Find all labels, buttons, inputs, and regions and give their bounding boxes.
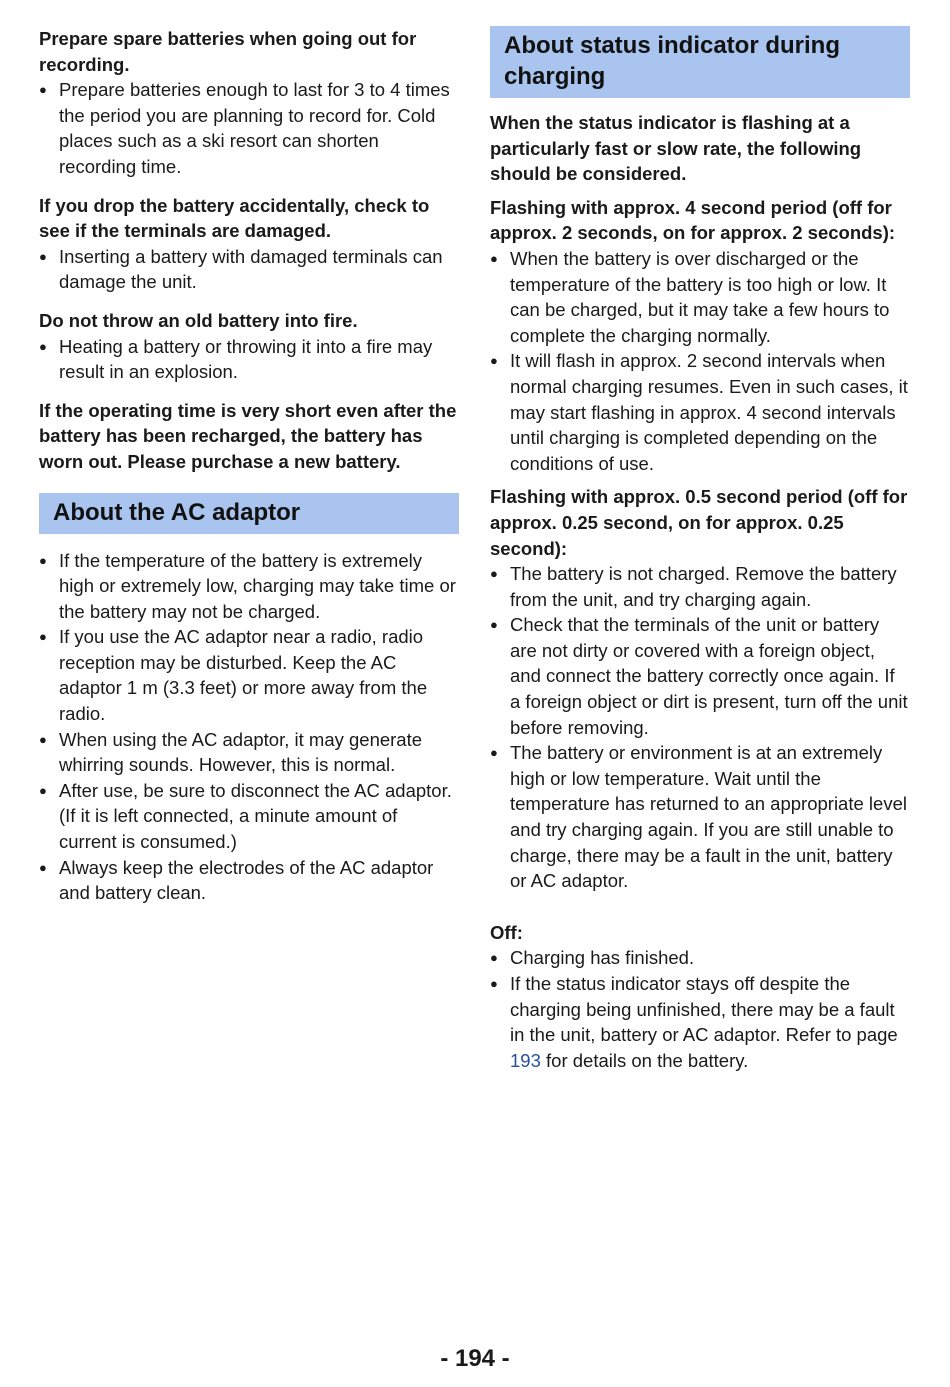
ac-adaptor-section-title: About the AC adaptor <box>39 493 459 534</box>
list-item: ● If you use the AC adaptor near a radio, radio reception may be disturbed. Keep the AC adaptor 1 m (3.3 feet) or more away from the radio. <box>39 624 459 726</box>
list-item: ● When the battery is over discharged or the temperature of the battery is too high or low. It can be charged, but it may take a few hours to complete the charging normally. <box>490 246 910 348</box>
list-item <box>490 971 910 1073</box>
page-193-link[interactable]: 193 <box>510 1049 541 1071</box>
status-indicator-intro: When the status indicator is flashing at a particularly fast or slow rate, the following should be considered. <box>490 112 862 185</box>
flash-4s-list <box>490 246 910 476</box>
list-item: ● After use, be sure to disconnect the AC adaptor. (If it is left connected, a minute amount of current is consumed.) <box>39 778 459 855</box>
list-item: ● Always keep the electrodes of the AC adaptor and battery clean. <box>39 855 459 906</box>
off-list <box>490 945 910 1073</box>
battery-drop-heading: If you drop the battery accidentally, check to see if the terminals are damaged. <box>39 194 430 242</box>
list-item: ● When using the AC adaptor, it may generate whirring sounds. However, this is normal. <box>39 727 459 778</box>
battery-drop-list <box>39 244 459 295</box>
flash-4s-heading: Flashing with approx. 4 second period (off for approx. 2 seconds, on for approx. 2 seconds): <box>490 196 896 244</box>
ac-adaptor-list <box>39 548 459 906</box>
right-column <box>490 26 910 1073</box>
list-item: ● Prepare batteries enough to last for 3 to 4 times the period you are planning to record for. Cold places such as a ski resort can shorten recording time. <box>39 77 459 179</box>
list-item: ● The battery or environment is at an extremely high or low temperature. Wait until the temperature has returned to an appropriate level and try charging again. If you are still unable to charge, there may be a fault in the unit, battery or AC adaptor. <box>490 740 910 894</box>
spare-batteries-list <box>39 77 459 179</box>
off-item-text-start: If the status indicator stays off despite the charging being unfinished, there may be a fault in the unit, battery or AC adaptor. Refer to page <box>510 973 898 1046</box>
left-column <box>39 26 459 906</box>
list-item: ● The battery is not charged. Remove the battery from the unit, and try charging again. <box>490 561 910 612</box>
page-number: - 194 - <box>440 1345 510 1372</box>
battery-worn-heading: If the operating time is very short even after the battery has been recharged, the battery has worn out. Please purchase a new battery. <box>39 399 457 472</box>
list-item: ● Heating a battery or throwing it into a fire may result in an explosion. <box>39 334 459 385</box>
list-item: ● Charging has finished. <box>490 945 910 971</box>
off-item-text-end: for details on the battery. <box>540 1049 749 1071</box>
off-heading: Off: <box>490 921 523 943</box>
list-item: ● If the temperature of the battery is extremely high or extremely low, charging may take time or the battery may not be charged. <box>39 548 459 625</box>
battery-fire-list <box>39 334 459 385</box>
list-item: ● Check that the terminals of the unit or battery are not dirty or covered with a foreign object, and connect the battery correctly once again. If a foreign object or dirt is present, turn off the unit before removing. <box>490 612 910 740</box>
spare-batteries-heading: Prepare spare batteries when going out for recording. <box>39 28 417 75</box>
list-item: ● Inserting a battery with damaged terminals can damage the unit. <box>39 244 459 295</box>
battery-fire-heading: Do not throw an old battery into fire. <box>39 309 358 331</box>
flash-05s-list <box>490 561 910 894</box>
status-indicator-section-title: About status indicator during charging <box>490 26 910 98</box>
list-item: ● It will flash in approx. 2 second intervals when normal charging resumes. Even in such cases, it may start flashing in approx. 4 second intervals until charging is completed depending on the conditions of use. <box>490 348 910 476</box>
flash-05s-heading: Flashing with approx. 0.5 second period (off for approx. 0.25 second, on for approx. 0.25 second): <box>490 486 908 559</box>
